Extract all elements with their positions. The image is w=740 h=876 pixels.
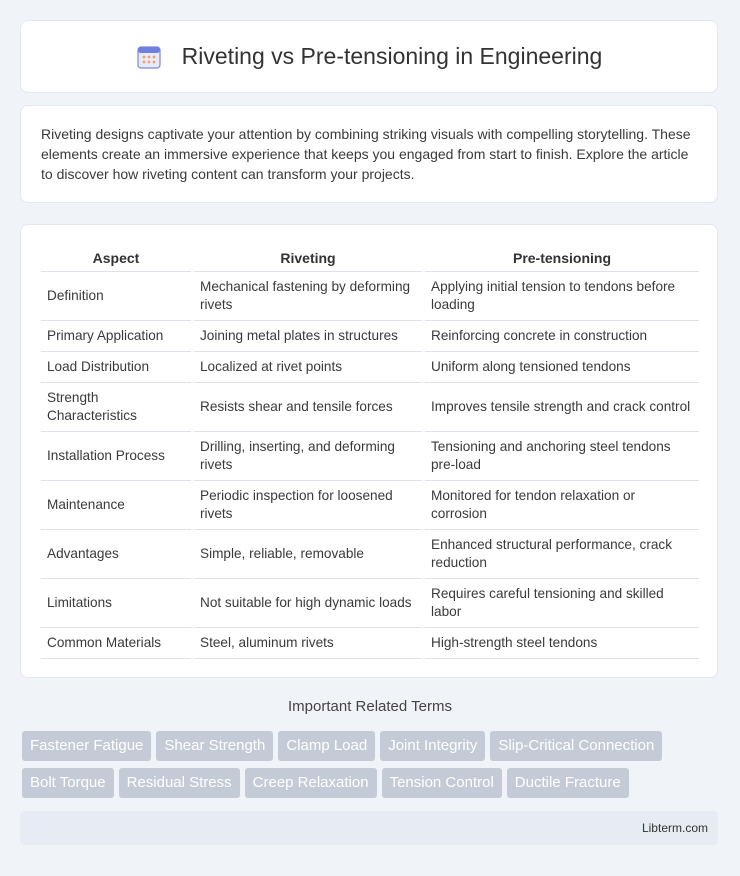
comparison-table-card: [20, 224, 718, 678]
cell-riveting: Simple, reliable, removable: [194, 530, 422, 579]
table-row: [41, 432, 699, 481]
tag-creep-relaxation[interactable]: Creep Relaxation: [245, 768, 377, 798]
cell-pretensioning: Uniform along tensioned tendons: [425, 352, 699, 383]
tag-shear-strength[interactable]: Shear Strength: [156, 731, 273, 761]
cell-aspect: Primary Application: [41, 321, 191, 352]
cell-riveting: Drilling, inserting, and deforming rivets: [194, 432, 422, 481]
cell-riveting: Joining metal plates in structures: [194, 321, 422, 352]
cell-riveting: Steel, aluminum rivets: [194, 628, 422, 659]
cell-aspect: Definition: [41, 272, 191, 321]
cell-pretensioning: Improves tensile strength and crack control: [425, 383, 699, 432]
cell-aspect: Strength Characteristics: [41, 383, 191, 432]
cell-pretensioning: Requires careful tensioning and skilled labor: [425, 579, 699, 628]
cell-aspect: Load Distribution: [41, 352, 191, 383]
cell-pretensioning: Monitored for tendon relaxation or corrosion: [425, 481, 699, 530]
cell-aspect: Advantages: [41, 530, 191, 579]
table-row: [41, 530, 699, 579]
header-pretensioning: Pre-tensioning: [425, 243, 699, 272]
cell-riveting: Localized at rivet points: [194, 352, 422, 383]
table-row: [41, 481, 699, 530]
cell-riveting: Resists shear and tensile forces: [194, 383, 422, 432]
cell-pretensioning: Applying initial tension to tendons before loading: [425, 272, 699, 321]
footer-site-link[interactable]: Libterm.com: [641, 821, 708, 835]
calendar-icon: [136, 44, 162, 70]
cell-riveting: Not suitable for high dynamic loads: [194, 579, 422, 628]
tag-residual-stress[interactable]: Residual Stress: [119, 768, 240, 798]
tag-slip-critical-connection[interactable]: Slip-Critical Connection: [490, 731, 662, 761]
table-row: [41, 272, 699, 321]
cell-pretensioning: Enhanced structural performance, crack reduction: [425, 530, 699, 579]
related-terms-list: [22, 731, 722, 805]
page-title: Riveting vs Pre-tensioning in Engineering: [181, 43, 603, 69]
header-card: [20, 20, 718, 93]
table-header-row: [41, 243, 699, 272]
tag-joint-integrity[interactable]: Joint Integrity: [380, 731, 485, 761]
tag-bolt-torque[interactable]: Bolt Torque: [22, 768, 114, 798]
related-terms-title: Important Related Terms: [288, 698, 452, 715]
header-riveting: Riveting: [194, 243, 422, 272]
cell-riveting: Mechanical fastening by deforming rivets: [194, 272, 422, 321]
cell-aspect: Limitations: [41, 579, 191, 628]
cell-aspect: Maintenance: [41, 481, 191, 530]
tag-ductile-fracture[interactable]: Ductile Fracture: [507, 768, 629, 798]
cell-pretensioning: High-strength steel tendons: [425, 628, 699, 659]
table-row: [41, 383, 699, 432]
cell-riveting: Periodic inspection for loosened rivets: [194, 481, 422, 530]
cell-pretensioning: Tensioning and anchoring steel tendons pre-load: [425, 432, 699, 481]
intro-card: [20, 105, 718, 203]
table-row: [41, 321, 699, 352]
intro-text: Riveting designs captivate your attention by combining striking visuals with compelling storytelling. These elements create an immersive experience that keeps you engaged from start to finish. Explore the article to discover how riveting content can transform your projects.: [41, 126, 691, 182]
cell-aspect: Installation Process: [41, 432, 191, 481]
comparison-table: [38, 243, 702, 659]
table-row: [41, 352, 699, 383]
table-row: [41, 579, 699, 628]
footer: [20, 811, 718, 845]
cell-aspect: Common Materials: [41, 628, 191, 659]
tag-clamp-load[interactable]: Clamp Load: [278, 731, 375, 761]
cell-pretensioning: Reinforcing concrete in construction: [425, 321, 699, 352]
tag-fastener-fatigue[interactable]: Fastener Fatigue: [22, 731, 151, 761]
header-aspect: Aspect: [41, 243, 191, 272]
table-row: [41, 628, 699, 659]
tag-tension-control[interactable]: Tension Control: [382, 768, 502, 798]
